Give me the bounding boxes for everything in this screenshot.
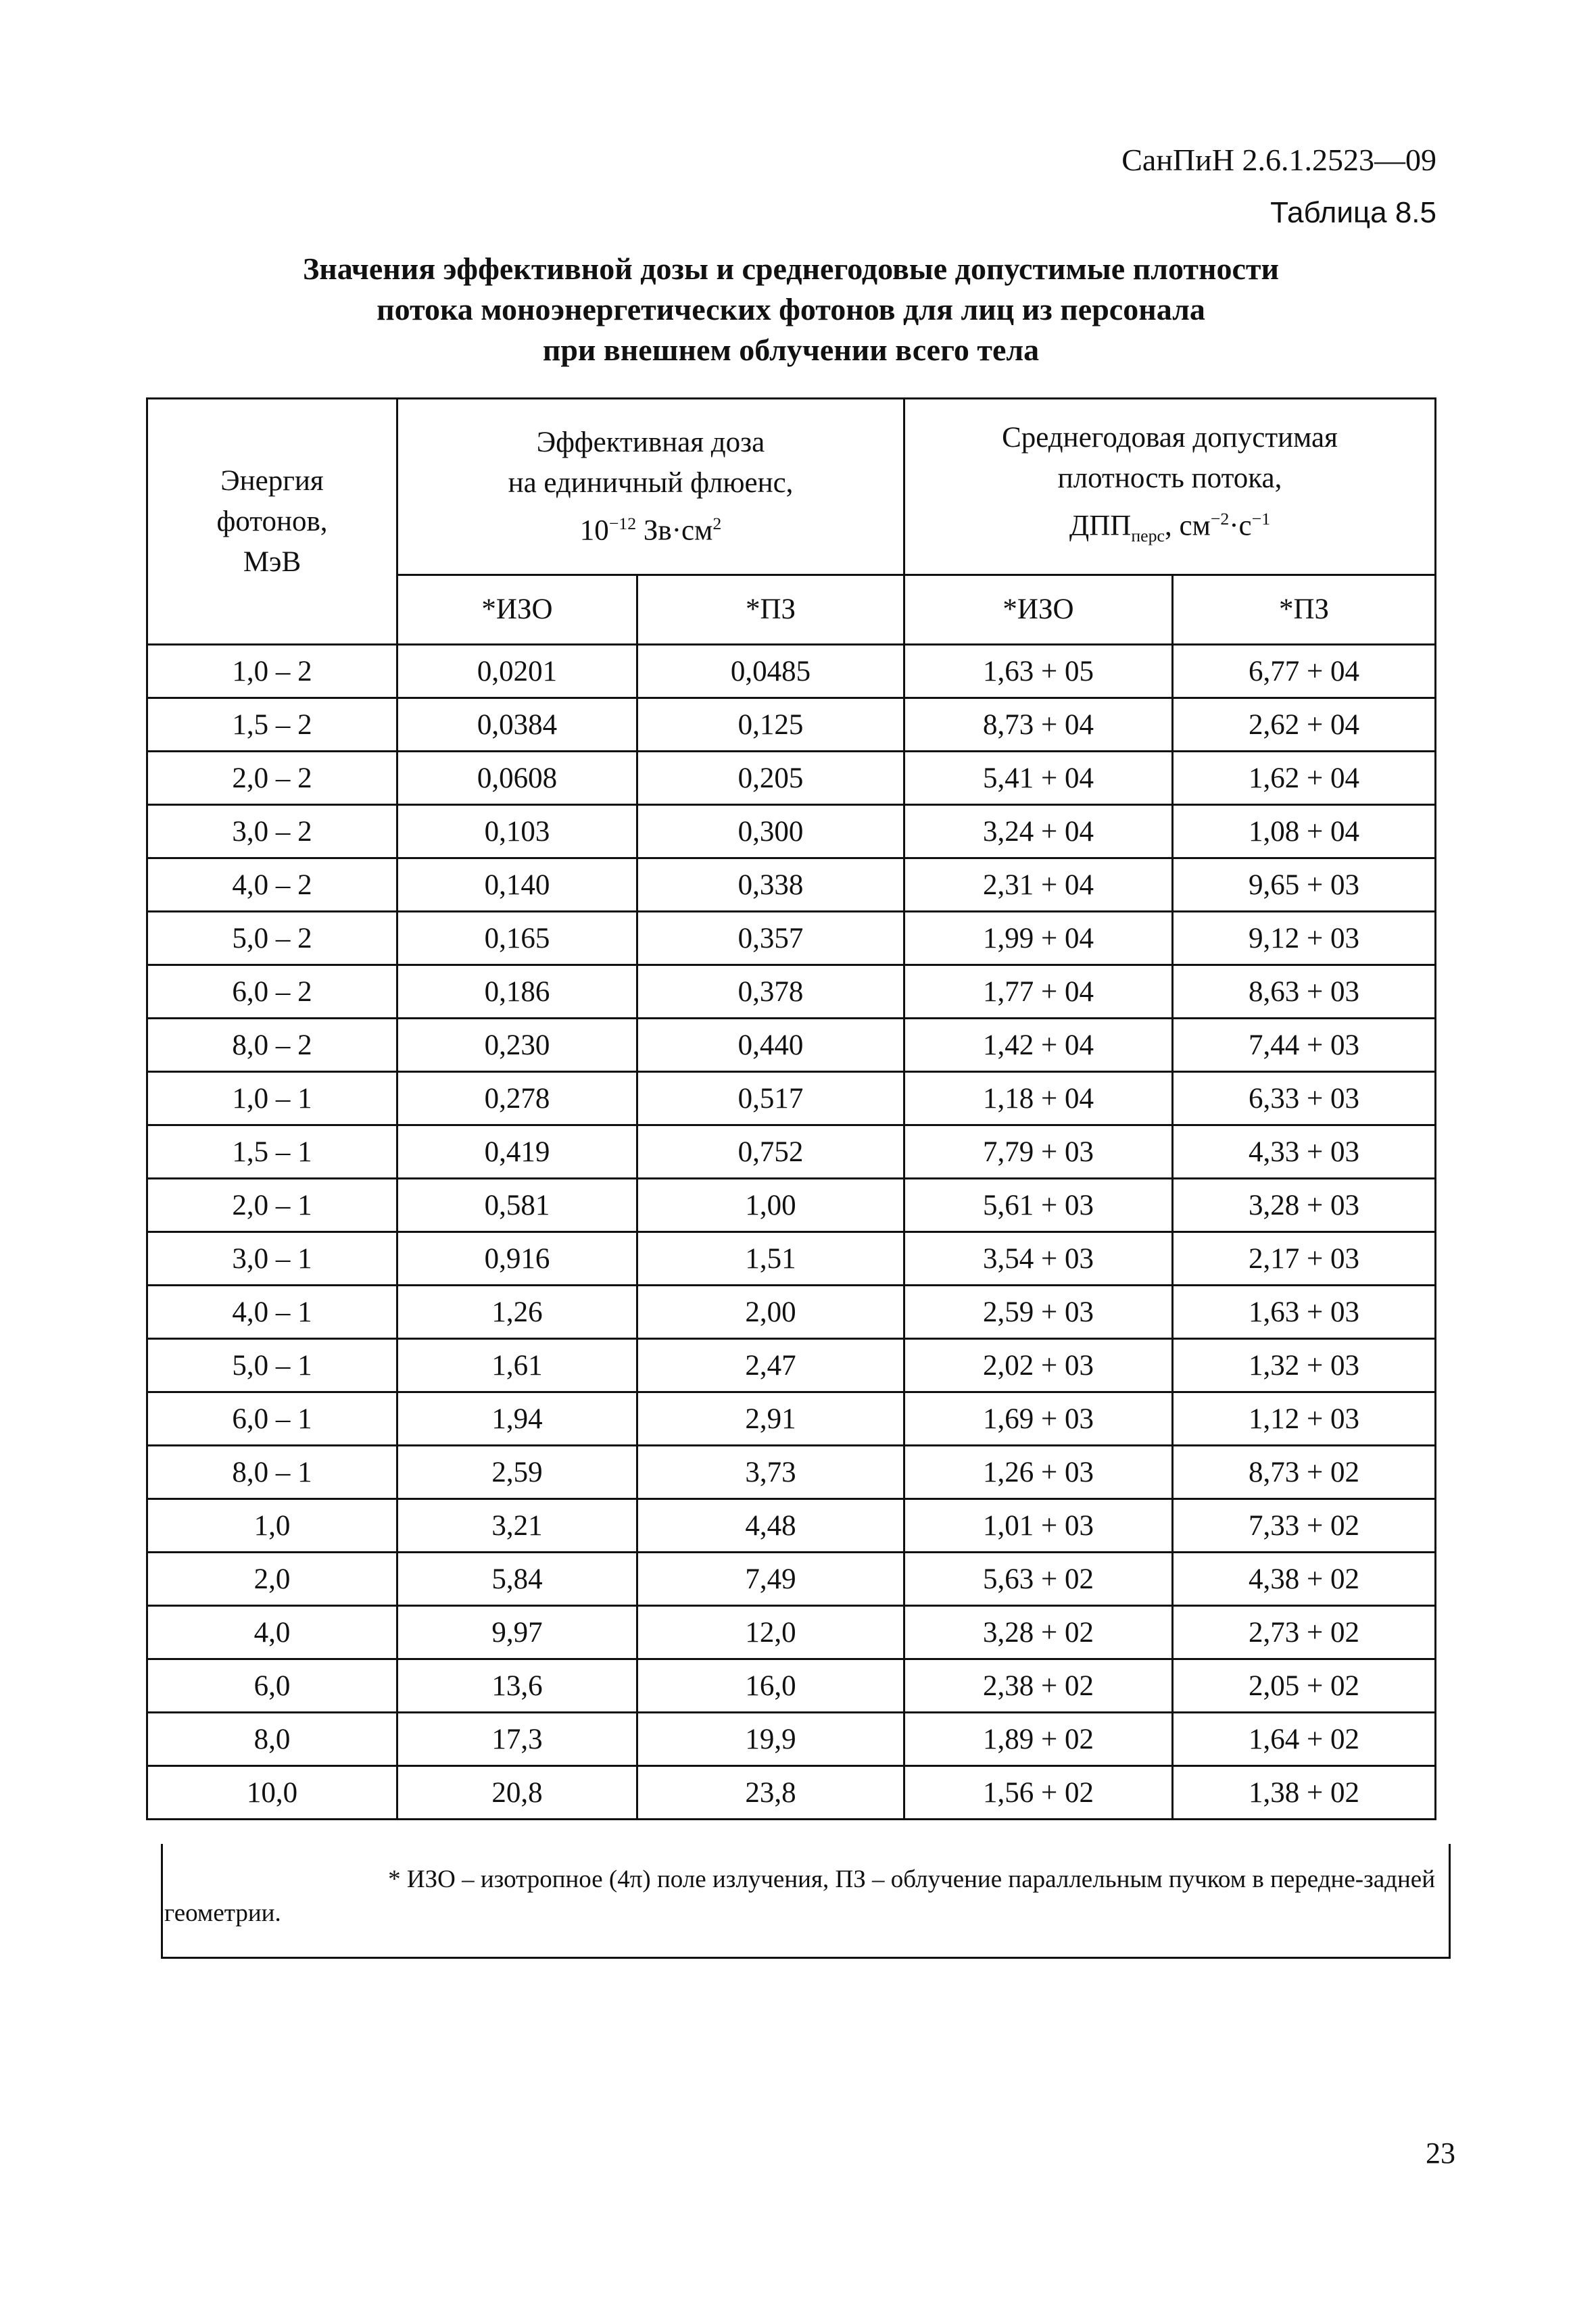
table-cell: 1,0: [147, 1499, 397, 1553]
table-cell: 1,5 – 1: [147, 1125, 397, 1179]
table-cell: 1,56 + 02: [904, 1766, 1173, 1820]
table-cell: 1,0 – 1: [147, 1072, 397, 1125]
table-row: [147, 1019, 1436, 1072]
table-row: [147, 1179, 1436, 1232]
table-cell: 0,752: [637, 1125, 904, 1179]
table-cell: 6,0: [147, 1659, 397, 1713]
table-row: [147, 1232, 1436, 1286]
table-cell: 2,0: [147, 1553, 397, 1606]
table-row: [147, 1766, 1436, 1820]
table-cell: 2,0 – 1: [147, 1179, 397, 1232]
table-cell: 3,0 – 2: [147, 805, 397, 858]
table-cell: 2,59: [397, 1446, 637, 1499]
table-cell: 0,230: [397, 1019, 637, 1072]
table-row: [147, 805, 1436, 858]
table-cell: 13,6: [397, 1659, 637, 1713]
table-cell: 1,63 + 05: [904, 645, 1173, 698]
table-row: [147, 1499, 1436, 1553]
table-row: [147, 752, 1436, 805]
table-row: [147, 1286, 1436, 1339]
table-row: [147, 912, 1436, 965]
table-cell: 2,91: [637, 1392, 904, 1446]
table-cell: 19,9: [637, 1713, 904, 1766]
footnote-line: * ИЗО – изотропное (4π) поле излучения, ПЗ – облучение параллельным пучком в передне-задней: [388, 1866, 1435, 1893]
table-cell: 1,01 + 03: [904, 1499, 1173, 1553]
table-cell: 3,73: [637, 1446, 904, 1499]
table-cell: 0,338: [637, 858, 904, 912]
table-cell: 2,59 + 03: [904, 1286, 1173, 1339]
table-cell: 0,205: [637, 752, 904, 805]
table-cell: 0,0608: [397, 752, 637, 805]
table-cell: 9,65 + 03: [1173, 858, 1436, 912]
table-cell: 3,21: [397, 1499, 637, 1553]
subheader-iso-dpp: *ИЗО: [904, 575, 1173, 645]
table-cell: 1,0 – 2: [147, 645, 397, 698]
subheader-iso-dose: *ИЗО: [397, 575, 637, 645]
table-cell: 2,05 + 02: [1173, 1659, 1436, 1713]
table-row: [147, 1553, 1436, 1606]
table-number: Таблица 8.5: [1270, 196, 1436, 229]
table-cell: 0,278: [397, 1072, 637, 1125]
table-row: [147, 1339, 1436, 1392]
table-cell: 8,73 + 04: [904, 698, 1173, 752]
data-table: [146, 397, 1436, 1820]
table-cell: 0,517: [637, 1072, 904, 1125]
table-cell: 4,48: [637, 1499, 904, 1553]
table-body: [147, 645, 1436, 1820]
table-cell: 1,42 + 04: [904, 1019, 1173, 1072]
footnote: [161, 1844, 1451, 1959]
title-line: потока моноэнергетических фотонов для лиц из персонала: [377, 292, 1205, 326]
table-cell: 2,0 – 2: [147, 752, 397, 805]
table-cell: 1,61: [397, 1339, 637, 1392]
table-cell: 0,0384: [397, 698, 637, 752]
table-cell: 12,0: [637, 1606, 904, 1659]
table-cell: 1,18 + 04: [904, 1072, 1173, 1125]
table-cell: 1,94: [397, 1392, 637, 1446]
table-row: [147, 698, 1436, 752]
table-cell: 1,63 + 03: [1173, 1286, 1436, 1339]
table-cell: 1,00: [637, 1179, 904, 1232]
table-cell: 3,28 + 02: [904, 1606, 1173, 1659]
table-cell: 0,140: [397, 858, 637, 912]
table-cell: 10,0: [147, 1766, 397, 1820]
table-row: [147, 1713, 1436, 1766]
table-cell: 1,26 + 03: [904, 1446, 1173, 1499]
table-cell: 6,0 – 2: [147, 965, 397, 1019]
table-cell: 7,49: [637, 1553, 904, 1606]
table-cell: 3,0 – 1: [147, 1232, 397, 1286]
table-title: [189, 249, 1393, 370]
table-cell: 5,84: [397, 1553, 637, 1606]
table-cell: 0,0485: [637, 645, 904, 698]
table-cell: 1,99 + 04: [904, 912, 1173, 965]
table-cell: 5,0 – 1: [147, 1339, 397, 1392]
table-cell: 0,186: [397, 965, 637, 1019]
table-cell: 7,44 + 03: [1173, 1019, 1436, 1072]
table-cell: 4,0 – 2: [147, 858, 397, 912]
table-cell: 2,02 + 03: [904, 1339, 1173, 1392]
table-cell: 16,0: [637, 1659, 904, 1713]
table-cell: 17,3: [397, 1713, 637, 1766]
table-cell: 9,12 + 03: [1173, 912, 1436, 965]
table-cell: 0,581: [397, 1179, 637, 1232]
table-cell: 8,0 – 2: [147, 1019, 397, 1072]
table-row: [147, 858, 1436, 912]
table-row: [147, 1606, 1436, 1659]
header-dpp: Среднегодовая допустимая плотность потока, $ДПП_{перс}$, $см^{-2}\cdot с^{-1}$: [904, 399, 1436, 575]
title-line: при внешнем облучении всего тела: [542, 333, 1040, 367]
table-cell: 0,0201: [397, 645, 637, 698]
table-row: [147, 1446, 1436, 1499]
title-line: Значения эффективной дозы и среднегодовые допустимые плотности: [302, 251, 1280, 286]
table-cell: 3,24 + 04: [904, 805, 1173, 858]
table-cell: 20,8: [397, 1766, 637, 1820]
table-cell: 8,63 + 03: [1173, 965, 1436, 1019]
table-cell: 2,17 + 03: [1173, 1232, 1436, 1286]
subheader-pz-dose: *ПЗ: [637, 575, 904, 645]
table-row: [147, 645, 1436, 698]
table-cell: 8,0: [147, 1713, 397, 1766]
table-cell: 7,79 + 03: [904, 1125, 1173, 1179]
table-cell: 5,41 + 04: [904, 752, 1173, 805]
table-cell: 9,97: [397, 1606, 637, 1659]
table-cell: 0,103: [397, 805, 637, 858]
table-cell: 6,33 + 03: [1173, 1072, 1436, 1125]
table-cell: 8,73 + 02: [1173, 1446, 1436, 1499]
table-cell: 1,62 + 04: [1173, 752, 1436, 805]
table-cell: 0,440: [637, 1019, 904, 1072]
table-row: [147, 1072, 1436, 1125]
table-cell: 8,0 – 1: [147, 1446, 397, 1499]
table-row: [147, 1659, 1436, 1713]
table-cell: 5,0 – 2: [147, 912, 397, 965]
table-cell: 1,89 + 02: [904, 1713, 1173, 1766]
table-cell: 0,300: [637, 805, 904, 858]
table-cell: 0,378: [637, 965, 904, 1019]
table-cell: 1,64 + 02: [1173, 1713, 1436, 1766]
table-cell: 2,00: [637, 1286, 904, 1339]
table-cell: 5,63 + 02: [904, 1553, 1173, 1606]
table-cell: 0,916: [397, 1232, 637, 1286]
table-cell: 1,26: [397, 1286, 637, 1339]
table-cell: 2,38 + 02: [904, 1659, 1173, 1713]
table-cell: 4,0: [147, 1606, 397, 1659]
table-cell: 0,357: [637, 912, 904, 965]
table-cell: 23,8: [637, 1766, 904, 1820]
table-cell: 2,73 + 02: [1173, 1606, 1436, 1659]
footnote-line: геометрии.: [164, 1899, 281, 1927]
table-cell: 1,32 + 03: [1173, 1339, 1436, 1392]
table-cell: 1,38 + 02: [1173, 1766, 1436, 1820]
table-cell: 1,77 + 04: [904, 965, 1173, 1019]
table-row: [147, 1125, 1436, 1179]
subheader-pz-dpp: *ПЗ: [1173, 575, 1436, 645]
table-cell: 2,47: [637, 1339, 904, 1392]
table-cell: 1,08 + 04: [1173, 805, 1436, 858]
table-cell: 6,0 – 1: [147, 1392, 397, 1446]
table-cell: 4,0 – 1: [147, 1286, 397, 1339]
table-cell: 3,28 + 03: [1173, 1179, 1436, 1232]
table-cell: 4,38 + 02: [1173, 1553, 1436, 1606]
header-energy: Энергия фотонов, МэВ: [147, 399, 397, 645]
table-cell: 0,165: [397, 912, 637, 965]
document-code: СанПиН 2.6.1.2523—09: [1121, 143, 1436, 177]
table-cell: 2,31 + 04: [904, 858, 1173, 912]
table-cell: 4,33 + 03: [1173, 1125, 1436, 1179]
table-cell: 6,77 + 04: [1173, 645, 1436, 698]
header-effective-dose: Эффективная доза на единичный флюенс, $10^{-12}$ $Зв\cdot см^2$: [397, 399, 904, 575]
table-cell: 5,61 + 03: [904, 1179, 1173, 1232]
table-row: [147, 1392, 1436, 1446]
table-cell: 1,51: [637, 1232, 904, 1286]
table-cell: 1,69 + 03: [904, 1392, 1173, 1446]
table-cell: 1,12 + 03: [1173, 1392, 1436, 1446]
table-cell: 7,33 + 02: [1173, 1499, 1436, 1553]
table-cell: 0,125: [637, 698, 904, 752]
page-number: 23: [1426, 2137, 1455, 2170]
table-cell: 3,54 + 03: [904, 1232, 1173, 1286]
table-cell: 2,62 + 04: [1173, 698, 1436, 752]
table-cell: 1,5 – 2: [147, 698, 397, 752]
table-cell: 0,419: [397, 1125, 637, 1179]
table-row: [147, 965, 1436, 1019]
